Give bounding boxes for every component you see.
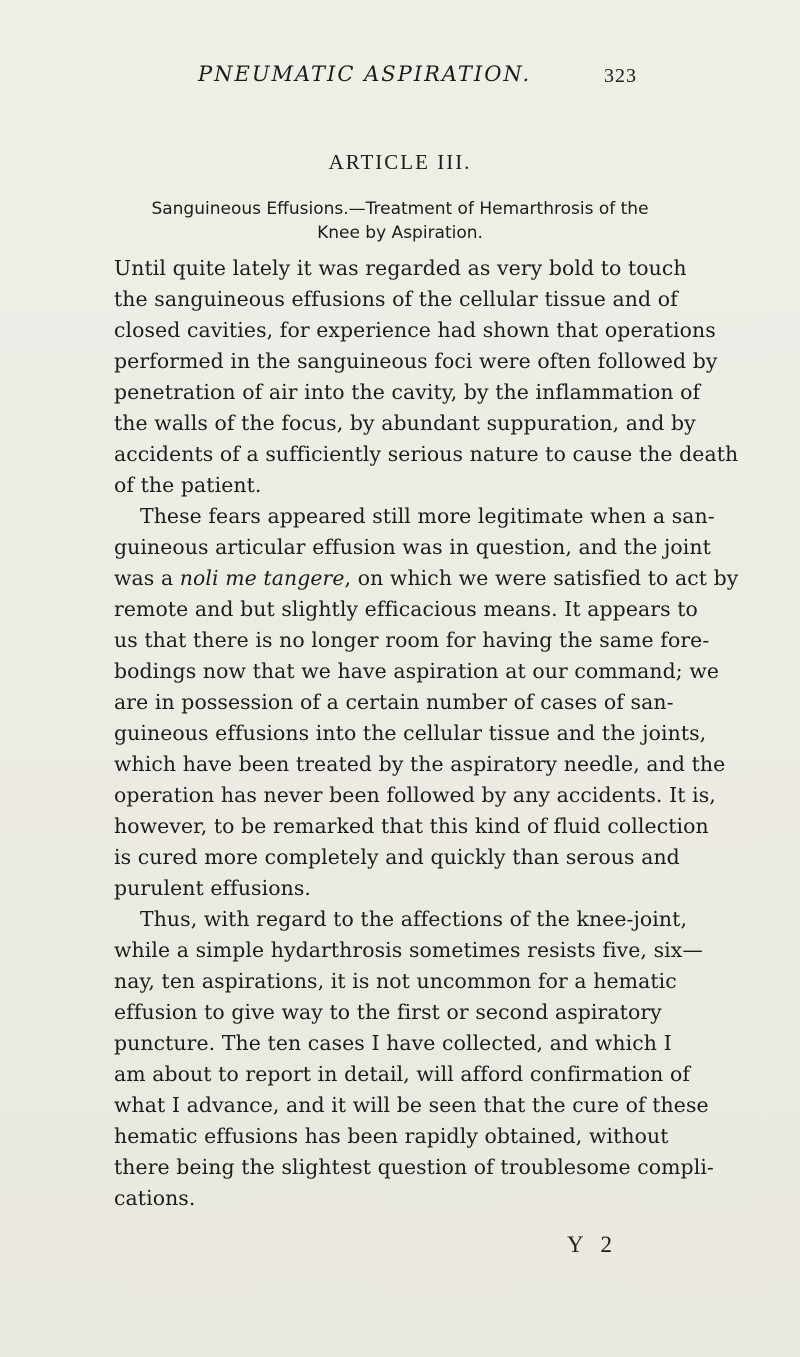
text-line: remote and but slightly efficacious means. It appears to bbox=[114, 597, 698, 621]
text-line bbox=[114, 566, 738, 590]
text-line: what I advance, and it will be seen that the cure of these bbox=[114, 1093, 709, 1117]
article-heading: ARTICLE III. bbox=[328, 150, 472, 174]
article-subtitle bbox=[0, 197, 800, 245]
text-line: operation has never been followed by any accidents. It is, bbox=[114, 783, 716, 807]
text-fragment: was a bbox=[114, 566, 180, 590]
italic-phrase: noli me tangere bbox=[179, 566, 345, 590]
text-line: the sanguineous effusions of the cellular tissue and of bbox=[114, 287, 678, 311]
text-line: guineous effusions into the cellular tissue and the joints, bbox=[114, 721, 707, 745]
text-line: guineous articular effusion was in question, and the joint bbox=[114, 535, 711, 559]
subtitle-line-1: Sanguineous Effusions.—Treatment of Hemarthrosis of the bbox=[151, 199, 649, 219]
text-line: These fears appeared still more legitimate when a san- bbox=[140, 504, 715, 528]
text-line: closed cavities, for experience had shown that operations bbox=[114, 318, 716, 342]
text-line: bodings now that we have aspiration at our command; we bbox=[114, 659, 720, 683]
text-line: while a simple hydarthrosis sometimes resists five, six— bbox=[114, 938, 703, 962]
text-line: which have been treated by the aspiratory needle, and the bbox=[114, 752, 726, 776]
text-line: us that there is no longer room for having the same fore- bbox=[114, 628, 710, 652]
text-line: the walls of the focus, by abundant suppuration, and by bbox=[114, 411, 696, 435]
text-line: hematic effusions has been rapidly obtained, without bbox=[114, 1124, 669, 1148]
text-line: of the patient. bbox=[114, 473, 262, 497]
text-line: cations. bbox=[114, 1186, 196, 1210]
page-number: 323 bbox=[604, 65, 637, 87]
text-fragment: , on which we were satisfied to act by bbox=[344, 566, 739, 590]
text-line: am about to report in detail, will afford confirmation of bbox=[114, 1062, 690, 1086]
running-head bbox=[0, 62, 800, 96]
text-line: effusion to give way to the first or second aspiratory bbox=[114, 1000, 662, 1024]
text-line: is cured more completely and quickly than serous and bbox=[114, 845, 680, 869]
text-line: Until quite lately it was regarded as very bold to touch bbox=[114, 256, 687, 280]
signature-mark: Y 2 bbox=[567, 1232, 619, 1257]
running-title: PNEUMATIC ASPIRATION. bbox=[198, 62, 532, 86]
text-line: nay, ten aspirations, it is not uncommon for a hematic bbox=[114, 969, 677, 993]
text-line: puncture. The ten cases I have collected, and which I bbox=[114, 1031, 672, 1055]
text-line: there being the slightest question of troublesome compli- bbox=[114, 1155, 714, 1179]
text-line: purulent effusions. bbox=[114, 876, 311, 900]
text-line: performed in the sanguineous foci were often followed by bbox=[114, 349, 718, 373]
text-line: penetration of air into the cavity, by the inflammation of bbox=[114, 380, 701, 404]
text-line: Thus, with regard to the affections of the knee-joint, bbox=[140, 907, 688, 931]
text-line: however, to be remarked that this kind of fluid collection bbox=[114, 814, 709, 838]
text-line: accidents of a sufficiently serious nature to cause the death bbox=[114, 442, 739, 466]
text-line: are in possession of a certain number of cases of san- bbox=[114, 690, 674, 714]
subtitle-line-2: Knee by Aspiration. bbox=[317, 223, 483, 243]
